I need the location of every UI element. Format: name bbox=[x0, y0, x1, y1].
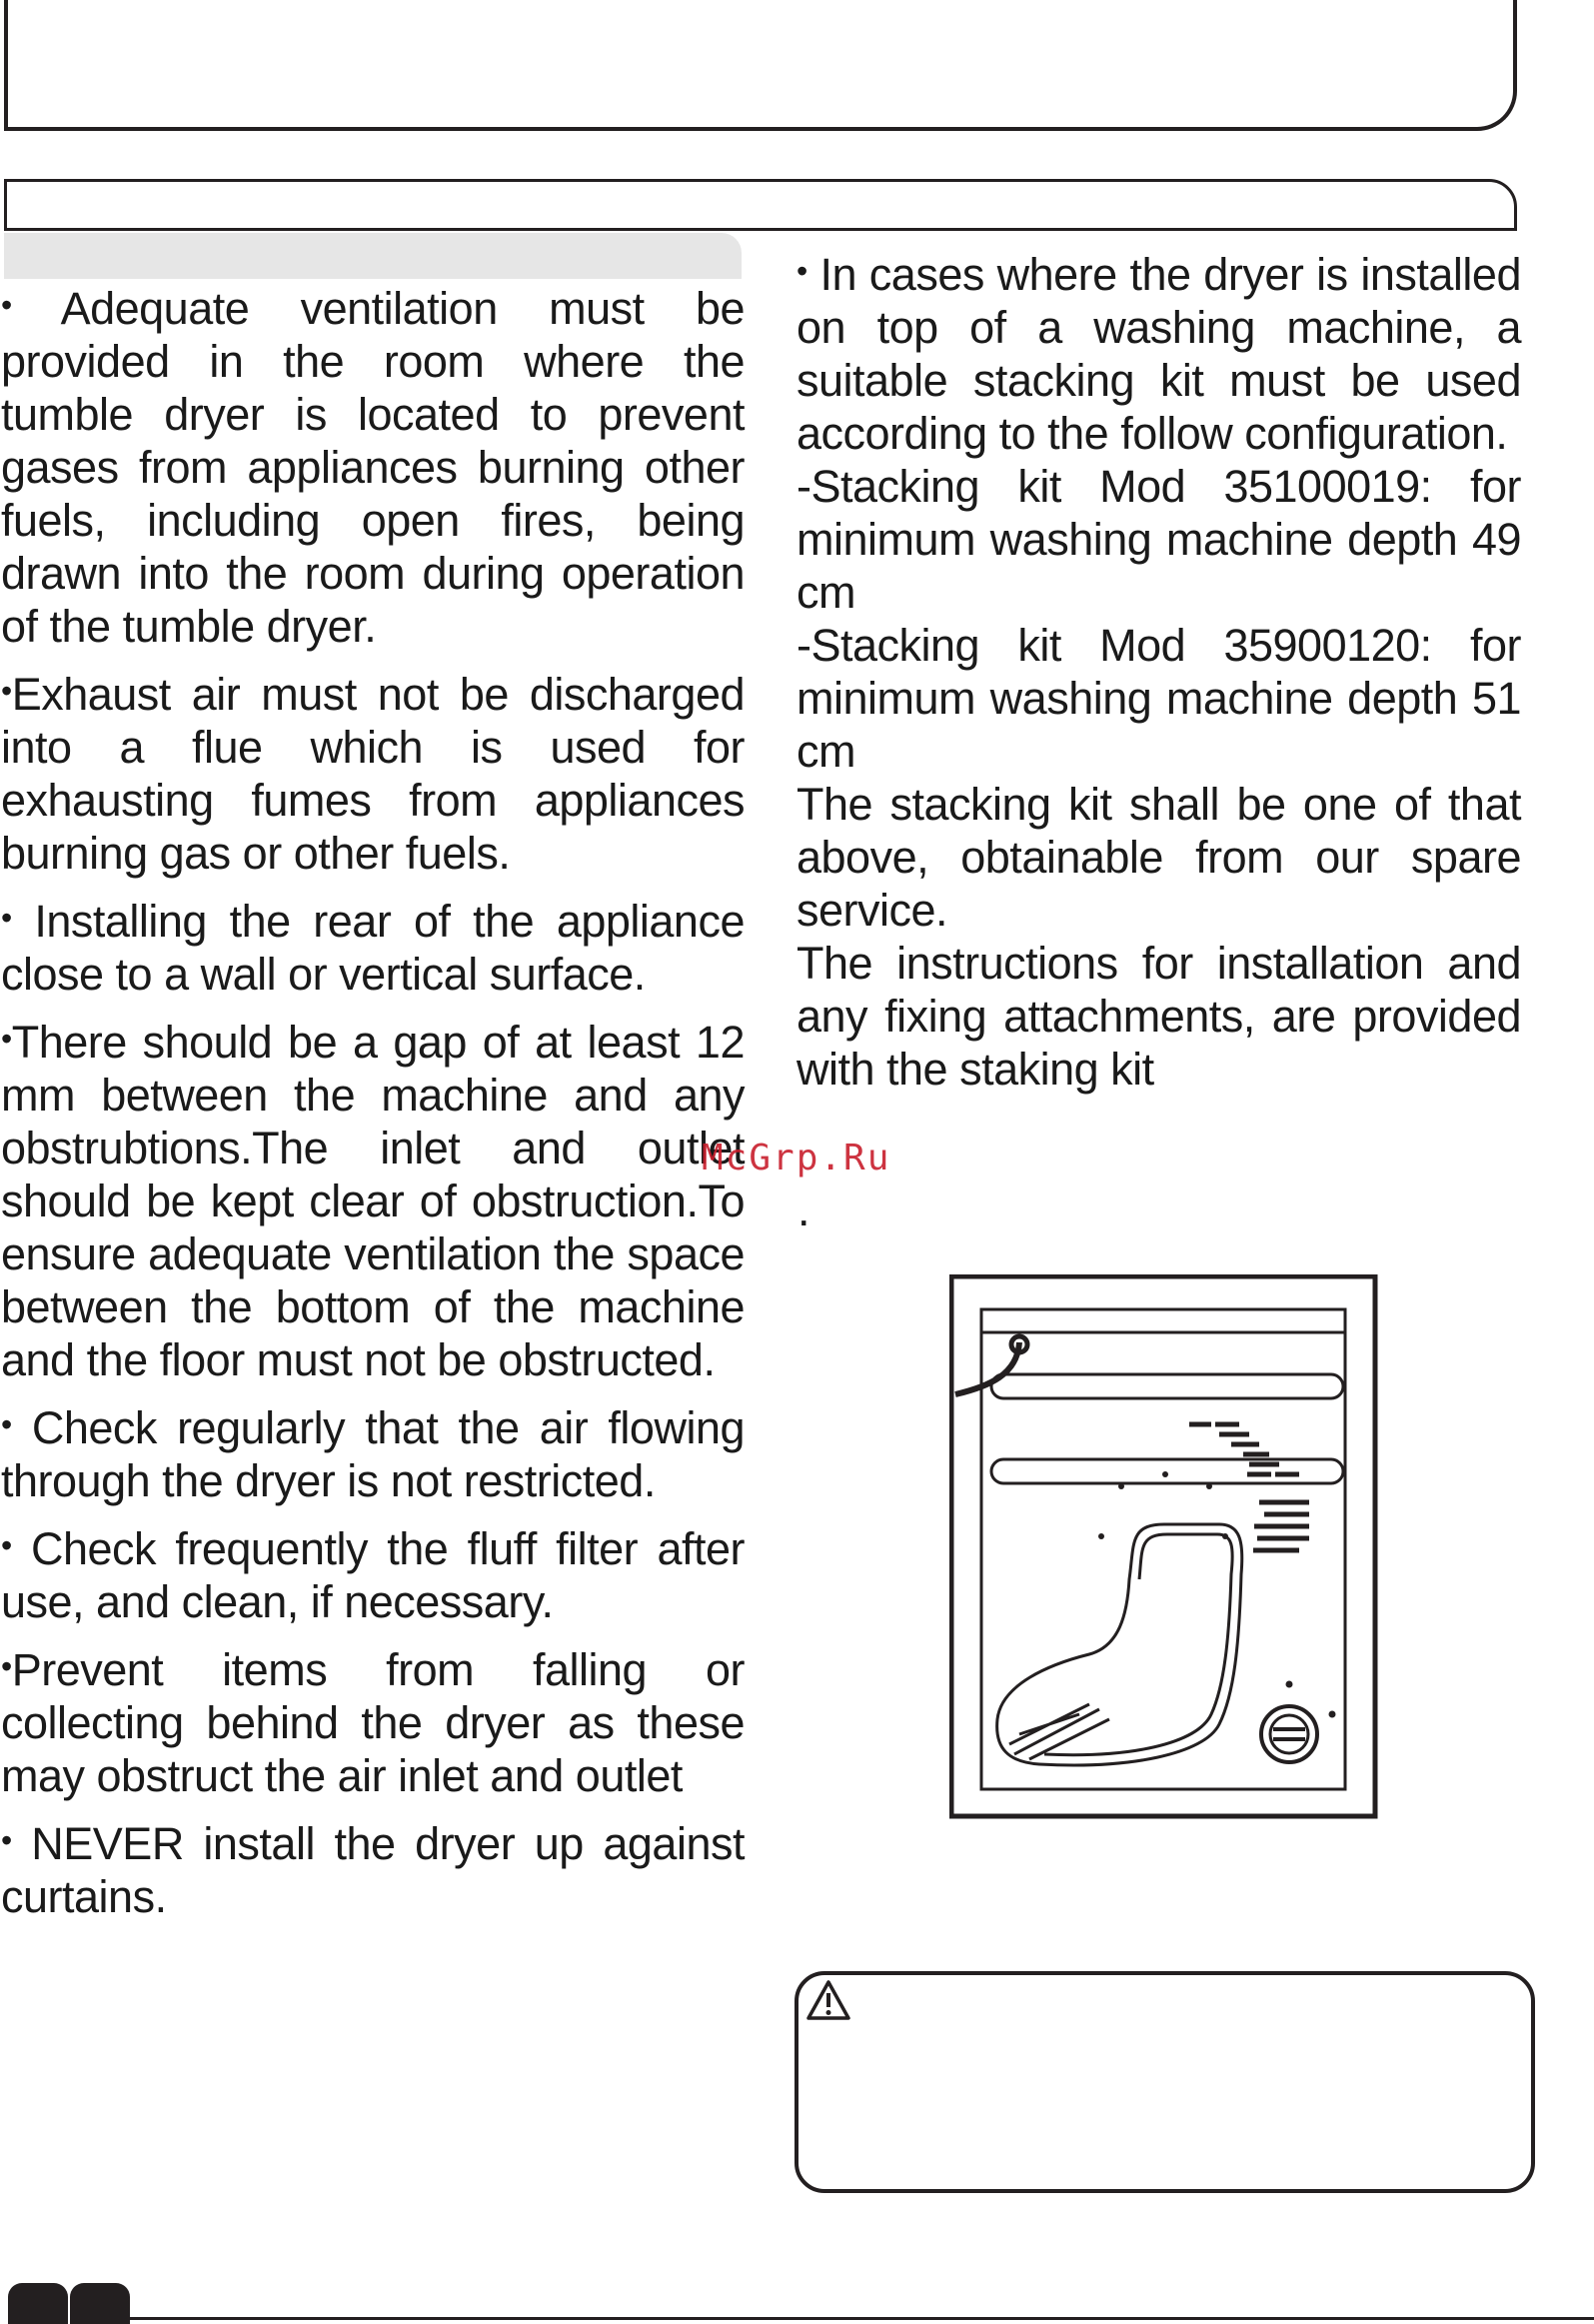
paragraph-stacking-intro: • In cases where the dryer is installed on top of a washing machine, a suitable stacking kit must be used according to the follow configuration. bbox=[797, 249, 1521, 459]
bullet-icon: • bbox=[1, 900, 12, 936]
bullet-icon: • bbox=[1, 1406, 12, 1442]
warning-box bbox=[795, 1971, 1535, 2193]
paragraph-kit-instructions: The instructions for installation and any fixing attachments, are provided with the staking kit bbox=[797, 938, 1521, 1095]
dryer-front-icon bbox=[949, 1274, 1379, 1820]
paragraph-curtains: • NEVER install the dryer up against curtains. bbox=[1, 1818, 745, 1922]
bullet-icon: • bbox=[1, 1822, 12, 1858]
paragraph-fluff-filter: • Check frequently the fluff filter after use, and clean, if necessary. bbox=[1, 1523, 745, 1627]
bullet-icon: • bbox=[1, 287, 12, 323]
watermark: McGrp.Ru bbox=[702, 1138, 891, 1178]
paragraph-kit-2: -Stacking kit Mod 35900120: for minimum washing machine depth 51 cm bbox=[797, 620, 1521, 777]
left-column bbox=[1, 279, 745, 1935]
paragraph-falling-items: •Prevent items from falling or collecting behind the dryer as these may obstruct the air inlet and outlet bbox=[1, 1644, 745, 1801]
stray-dot: . bbox=[797, 1184, 810, 1235]
bullet-icon: • bbox=[1, 673, 12, 709]
paragraph-exhaust-air: •Exhaust air must not be discharged into a flue which is used for exhausting fumes from appliances burning gas or other fuels. bbox=[1, 669, 745, 879]
page-number-tab-left bbox=[8, 2283, 68, 2324]
bullet-icon: • bbox=[1, 1648, 12, 1684]
bullet-icon: • bbox=[1, 1021, 12, 1057]
paragraph-kit-1: -Stacking kit Mod 35100019: for minimum washing machine depth 49 cm bbox=[797, 461, 1521, 618]
warning-triangle-icon bbox=[805, 1979, 851, 2021]
footer-rule bbox=[130, 2317, 1594, 2320]
paragraph-airflow: • Check regularly that the air flowing through the dryer is not restricted. bbox=[1, 1402, 745, 1506]
paragraph-rear-install: • Installing the rear of the appliance close to a wall or vertical surface. bbox=[1, 896, 745, 1000]
column-header-tab bbox=[4, 233, 742, 279]
right-column bbox=[797, 245, 1521, 1096]
paragraph-kit-note: The stacking kit shall be one of that above, obtainable from our spare service. bbox=[797, 779, 1521, 936]
bullet-icon: • bbox=[1, 1527, 12, 1563]
paragraph-ventilation: • Adequate ventilation must be provided in the room where the tumble dryer is located to prevent gases from appliances burning other fuels, including open fires, being drawn into the room during operation of the tumble dryer. bbox=[1, 283, 745, 652]
header-box bbox=[4, 0, 1517, 131]
section-title-box bbox=[4, 179, 1517, 231]
paragraph-gap: •There should be a gap of at least 12 mm between the machine and any obstrubtions.The inlet and outlet should be kept clear of obstruction.To ensure adequate ventilation the space between the bottom of the machine and the floor must not be obstructed. bbox=[1, 1017, 745, 1385]
bullet-icon: • bbox=[797, 253, 807, 289]
page-number-tab-right bbox=[70, 2283, 130, 2324]
